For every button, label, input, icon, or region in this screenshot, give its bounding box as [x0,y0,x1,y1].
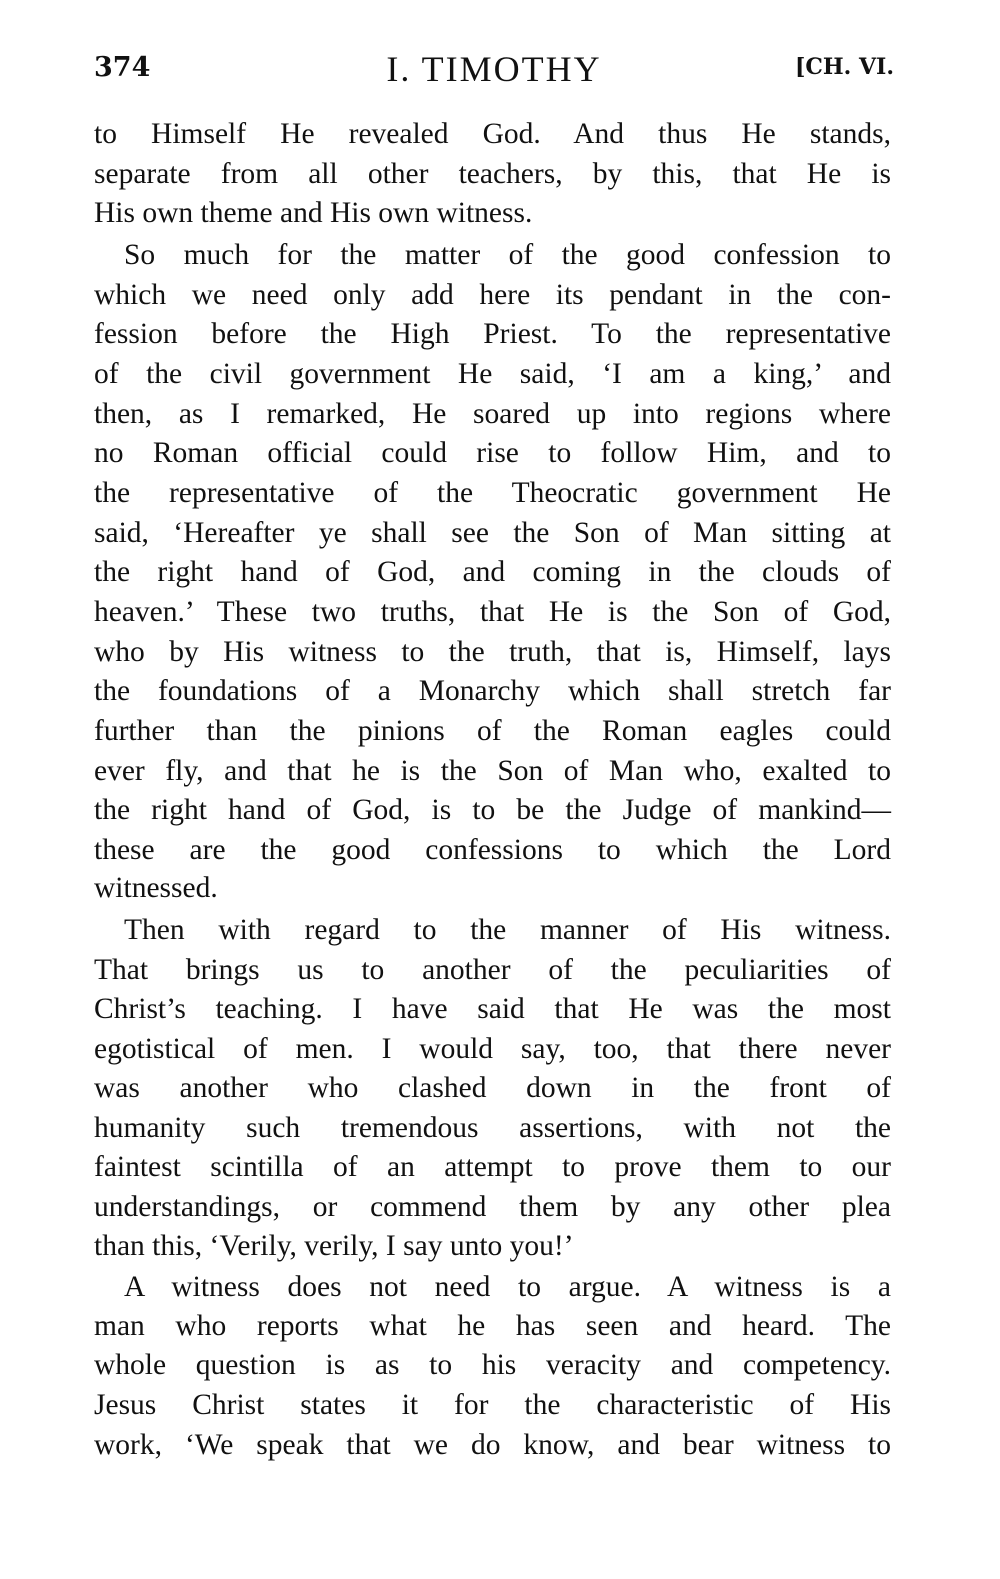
text-line: was another who clashed down in the front of [94,1072,891,1104]
running-title: I. TIMOTHY [386,49,602,89]
text-line: humanity such tremendous assertions, with not the [94,1112,891,1144]
text-line: faintest scintilla of an attempt to prove them to our [94,1151,891,1183]
text-line: Then with regard to the manner of His witness. [124,914,891,946]
text-line: Christ’s teaching. I have said that He was the most [94,993,891,1025]
chapter-marker: [CH. VI. [794,54,894,80]
running-header [94,48,894,92]
text-line: the foundations of a Monarchy which shall stretch far [94,675,891,707]
text-line: So much for the matter of the good confession to [124,239,891,271]
text-line: Jesus Christ states it for the characteristic of His [94,1389,891,1421]
text-line: then, as I remarked, He soared up into regions where [94,398,891,430]
text-line: separate from all other teachers, by this, that He is [94,158,891,190]
text-line: the right hand of God, and coming in the clouds of [94,556,891,588]
text-line: these are the good confessions to which the Lord [94,834,891,866]
page-number: 374 [94,52,151,83]
text-line: heaven.’ These two truths, that He is the Son of God, [94,596,891,628]
text-line: A witness does not need to argue. A witness is a [124,1271,891,1303]
text-line: witnessed. [94,872,218,904]
text-line: the right hand of God, is to be the Judge of mankind— [94,794,891,826]
text-line: said, ‘Hereafter ye shall see the Son of Man sitting at [94,517,891,549]
text-line: fession before the High Priest. To the representative [94,318,891,350]
text-line: to Himself He revealed God. And thus He stands, [94,118,891,150]
text-line: which we need only add here its pendant in the con- [94,279,891,311]
text-line: further than the pinions of the Roman eagles could [94,715,891,747]
text-line: the representative of the Theocratic government He [94,477,891,509]
text-line: of the civil government He said, ‘I am a king,’ and [94,358,891,390]
text-line: understandings, or commend them by any other plea [94,1191,891,1223]
text-line: work, ‘We speak that we do know, and bear witness to [94,1429,891,1461]
text-line: His own theme and His own witness. [94,197,533,229]
text-line: ever fly, and that he is the Son of Man who, exalted to [94,755,891,787]
text-line: who by His witness to the truth, that is, Himself, lays [94,636,891,668]
text-line: whole question is as to his veracity and competency. [94,1349,891,1381]
text-line: egotistical of men. I would say, too, that there never [94,1033,891,1065]
text-line: That brings us to another of the peculiarities of [94,954,891,986]
text-line: no Roman official could rise to follow Him, and to [94,437,891,469]
text-line: man who reports what he has seen and heard. The [94,1310,891,1342]
text-line: than this, ‘Verily, verily, I say unto you!’ [94,1230,574,1262]
